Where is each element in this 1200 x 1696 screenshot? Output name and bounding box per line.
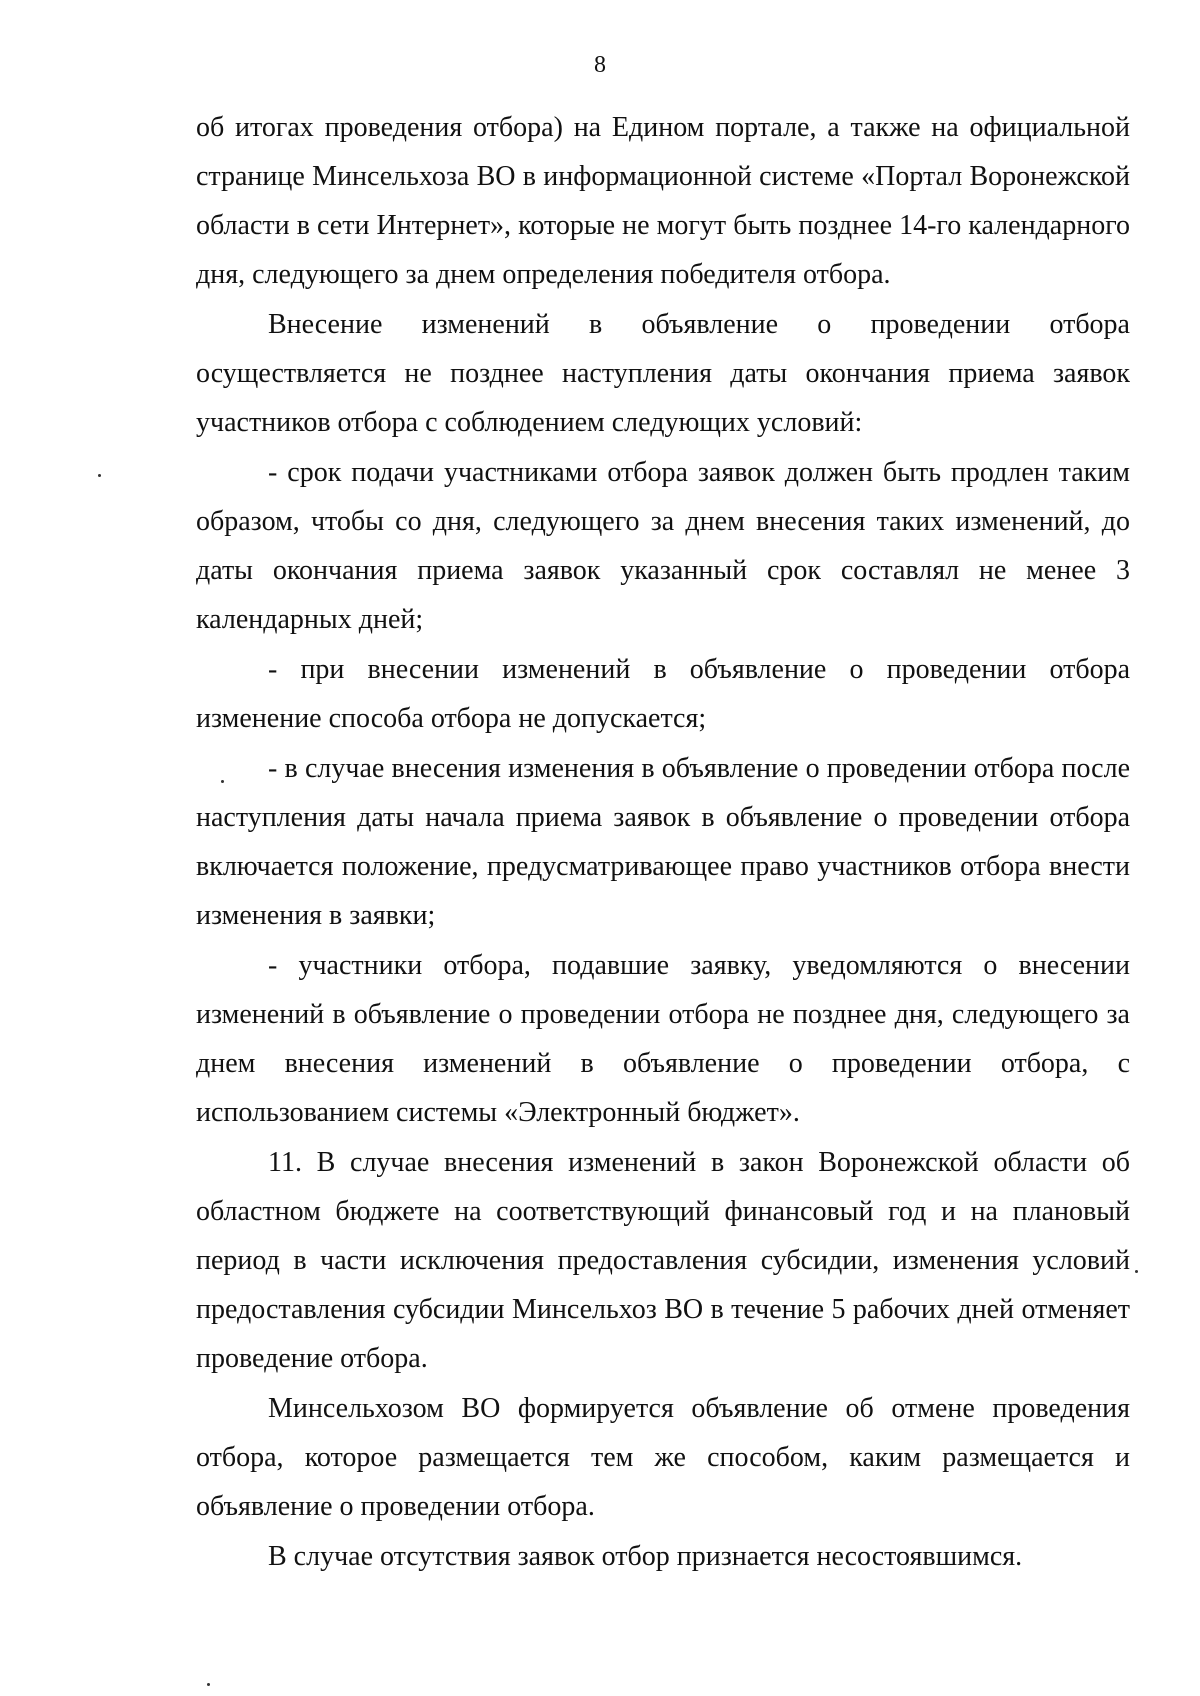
paragraph-5: - в случае внесения изменения в объявление о проведении отбора после наступления даты начала приема заявок в объявление о проведении отбора включается положение, предусматривающее право участников отбора внести изменения в заявки;: [196, 753, 1130, 931]
paragraph-6: - участники отбора, подавшие заявку, уведомляются о внесении изменений в объявление о проведении отбора не позднее дня, следующего за днем внесения изменений в объявление о проведении отбора, с использованием системы «Электронный бюджет».: [196, 950, 1130, 1128]
paragraph-4: - при внесении изменений в объявление о проведении отбора изменение способа отбора не допускается;: [196, 654, 1130, 734]
paragraph-7: 11. В случае внесения изменений в закон Воронежской области об областном бюджете на соответствующий финансовый год и на плановый период в части исключения предоставления субсидии, изменения условий предоставления субсидии Минсельхоз ВО в течение 5 рабочих дней отменяет проведение отбора.: [196, 1147, 1130, 1374]
paragraph-3: - срок подачи участниками отбора заявок должен быть продлен таким образом, чтобы со дня, следующего за днем внесения таких изменений, до даты окончания приема заявок указанный срок составлял не менее 3 календарных дней;: [196, 457, 1130, 635]
scan-speck: [207, 1683, 210, 1686]
document-body: [196, 103, 1130, 1581]
page-number: 8: [594, 52, 606, 78]
paragraph-1: об итогах проведения отбора) на Едином портале, а также на официальной странице Минсельхоза ВО в информационной системе «Портал Воронежской области в сети Интернет», которые не могут быть позднее 14-го календарного дня, следующего за днем определения победителя отбора.: [196, 112, 1130, 290]
scan-speck: [1135, 1270, 1138, 1273]
paragraph-8: Минсельхозом ВО формируется объявление об отмене проведения отбора, которое размещается тем же способом, каким размещается и объявление о проведении отбора.: [196, 1393, 1130, 1522]
scan-speck: [98, 474, 101, 477]
scan-speck: [221, 780, 224, 783]
paragraph-2: Внесение изменений в объявление о проведении отбора осуществляется не позднее наступления даты окончания приема заявок участников отбора с соблюдением следующих условий:: [196, 309, 1130, 438]
paragraph-9: В случае отсутствия заявок отбор признается несостоявшимся.: [268, 1541, 1023, 1572]
